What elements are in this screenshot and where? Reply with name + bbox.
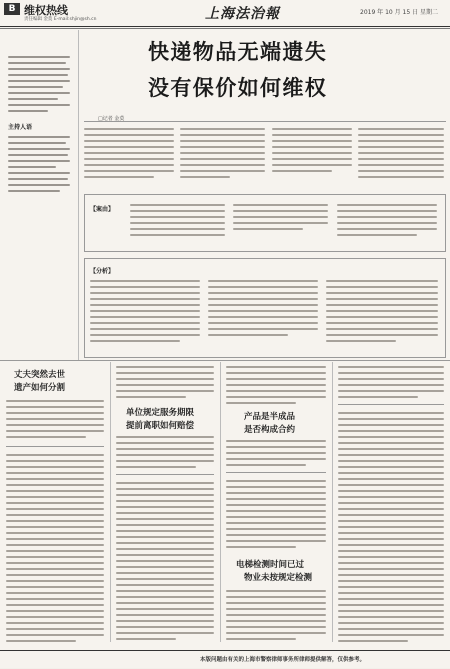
host-column bbox=[0, 30, 79, 360]
column-rule-2 bbox=[220, 362, 221, 642]
section-title: 维权热线 bbox=[24, 4, 68, 17]
page-header bbox=[0, 0, 450, 27]
col3-title-line3: 电梯检测时间已过 bbox=[236, 560, 305, 570]
column-rule-1 bbox=[110, 362, 111, 642]
host-label: 主持人语 bbox=[8, 124, 33, 131]
headline-line-1: 快递物品无端遗失 bbox=[148, 39, 328, 64]
col2-title-line1: 单位规定服务期限 bbox=[126, 408, 195, 418]
col1-title-line2: 遗产如何分割 bbox=[14, 383, 66, 393]
page-number: B bbox=[4, 3, 20, 15]
page-footer bbox=[0, 650, 450, 669]
col3-title-line2: 是否构成合约 bbox=[244, 425, 296, 435]
footer-note: 本版问题由有关的上海市警察律师事务所律师提供解答，仅供参考。 bbox=[200, 657, 366, 663]
col3-title-line1: 产品是半成品 bbox=[244, 412, 296, 422]
col3-title-line4: 物业未按规定检测 bbox=[244, 573, 313, 583]
byline: □记者 金莫 bbox=[98, 116, 125, 122]
analysis-label: 【分析】 bbox=[90, 268, 115, 275]
column-rule-3 bbox=[332, 362, 333, 642]
section-rule bbox=[0, 360, 450, 361]
col2-title-line2: 提前离职如何赔偿 bbox=[126, 421, 195, 431]
editor-line: 责任编辑 金莫 E-mail:shjin@sh.cn bbox=[24, 17, 97, 22]
case-label: 【案由】 bbox=[90, 206, 115, 213]
issue-date: 2019 年 10 月 15 日 星期二 bbox=[360, 9, 438, 16]
analysis-box bbox=[84, 258, 446, 358]
col1-title-line1: 丈夫突然去世 bbox=[14, 370, 66, 380]
newspaper-logo: 上海法治報 bbox=[205, 6, 280, 22]
header-rule bbox=[0, 28, 450, 29]
byline-rule bbox=[84, 121, 446, 122]
headline-line-2: 没有保价如何维权 bbox=[148, 75, 328, 100]
